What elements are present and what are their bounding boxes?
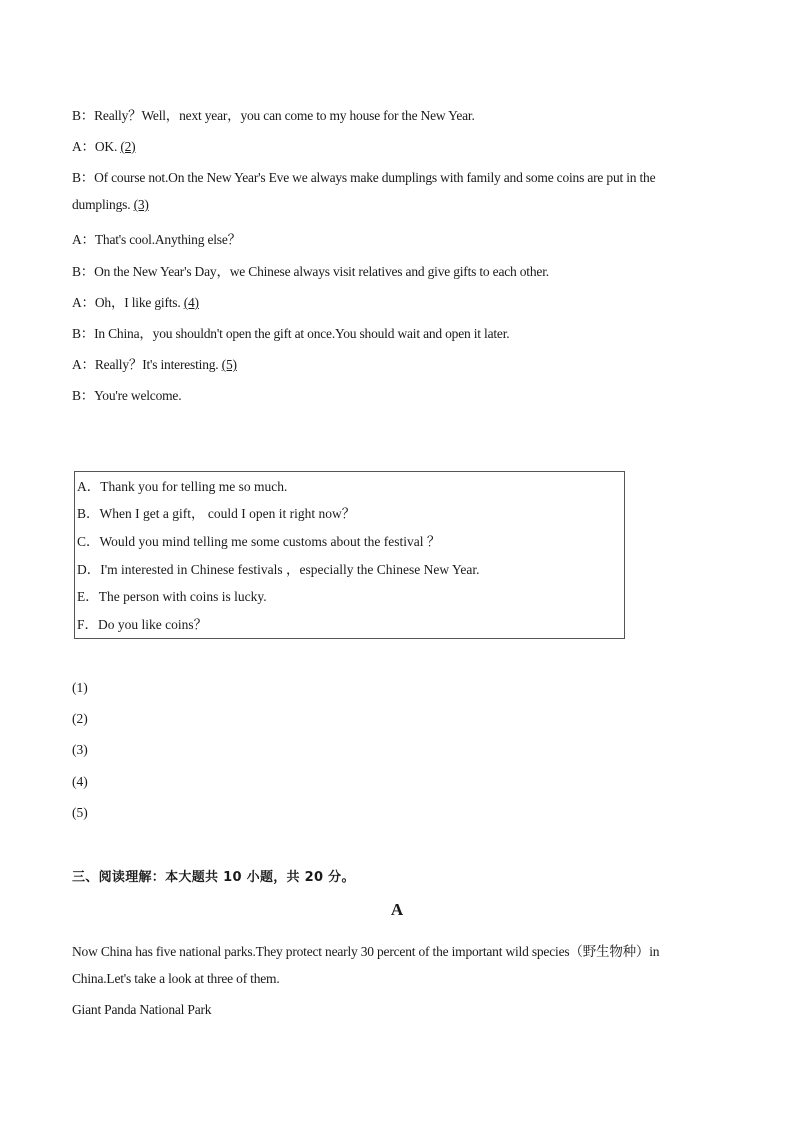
dialogue-line bbox=[72, 228, 241, 248]
answer-number-5[interactable]: (5) bbox=[72, 805, 88, 820]
passage-line: China.Let's take a look at three of them. bbox=[72, 971, 280, 986]
dialogue-line bbox=[72, 260, 549, 280]
dialogue-line bbox=[72, 166, 655, 186]
dialogue-text: Really？Well，next year，you can come to my house for the New Year. bbox=[94, 108, 475, 123]
dialogue-text: dumplings. bbox=[72, 197, 134, 212]
speaker-label: A： bbox=[72, 232, 95, 247]
answer-number-4[interactable]: (4) bbox=[72, 774, 88, 789]
section-heading: 三、阅读理解：本大题共 10 小题，共 20 分。 bbox=[72, 870, 355, 885]
dialogue-line bbox=[72, 104, 475, 124]
dialogue-line bbox=[72, 384, 181, 404]
speaker-label: B： bbox=[72, 264, 95, 279]
dialogue-text: That's cool.Anything else？ bbox=[94, 232, 241, 247]
speaker-label: B： bbox=[72, 108, 95, 123]
passage-title: A bbox=[390, 900, 404, 919]
option-e: E．The person with coins is lucky. bbox=[77, 589, 267, 604]
answer-number-3[interactable]: (3) bbox=[72, 742, 88, 757]
speaker-label: B： bbox=[72, 326, 95, 341]
speaker-label: B： bbox=[72, 170, 95, 185]
dialogue-text: Of course not.On the New Year's Eve we always make dumplings with family and some coins are put in the bbox=[94, 170, 656, 185]
answer-blank[interactable]: (5) bbox=[221, 357, 237, 372]
dialogue-text: Really？It's interesting. bbox=[94, 357, 222, 372]
passage-subheading: Giant Panda National Park bbox=[72, 1002, 212, 1017]
dialogue-text: Oh，I like gifts. bbox=[94, 295, 184, 310]
dialogue-line bbox=[72, 135, 135, 155]
answer-number-1[interactable]: (1) bbox=[72, 680, 88, 695]
speaker-label: A： bbox=[72, 139, 95, 154]
speaker-label: B： bbox=[72, 388, 95, 403]
option-c: C．Would you mind telling me some customs about the festival ？ bbox=[77, 534, 441, 549]
option-b: B．When I get a gift， could I open it right now？ bbox=[77, 506, 356, 521]
dialogue-text: OK. bbox=[94, 139, 121, 154]
answer-blank[interactable]: (3) bbox=[133, 197, 149, 212]
dialogue-line bbox=[72, 197, 149, 213]
speaker-label: A： bbox=[72, 295, 95, 310]
dialogue-text: On the New Year's Day，we Chinese always visit relatives and give gifts to each other. bbox=[94, 264, 549, 279]
option-f: F．Do you like coins？ bbox=[77, 617, 208, 632]
answer-blank[interactable]: (2) bbox=[120, 139, 136, 154]
option-d: D．I'm interested in Chinese festivals ，especially the Chinese New Year. bbox=[77, 562, 480, 577]
dialogue-text: In China，you shouldn't open the gift at once.You should wait and open it later. bbox=[94, 326, 510, 341]
answer-number-2[interactable]: (2) bbox=[72, 711, 88, 726]
option-a: A．Thank you for telling me so much. bbox=[77, 479, 288, 494]
answer-blank[interactable]: (4) bbox=[183, 295, 199, 310]
dialogue-line bbox=[72, 322, 509, 342]
dialogue-line bbox=[72, 353, 237, 373]
speaker-label: A： bbox=[72, 357, 95, 372]
dialogue-text: You're welcome. bbox=[94, 388, 182, 403]
passage-line: Now China has five national parks.They protect nearly 30 percent of the important wild species（野生物种）in bbox=[72, 944, 660, 959]
dialogue-line bbox=[72, 291, 199, 311]
options-box bbox=[74, 471, 625, 639]
